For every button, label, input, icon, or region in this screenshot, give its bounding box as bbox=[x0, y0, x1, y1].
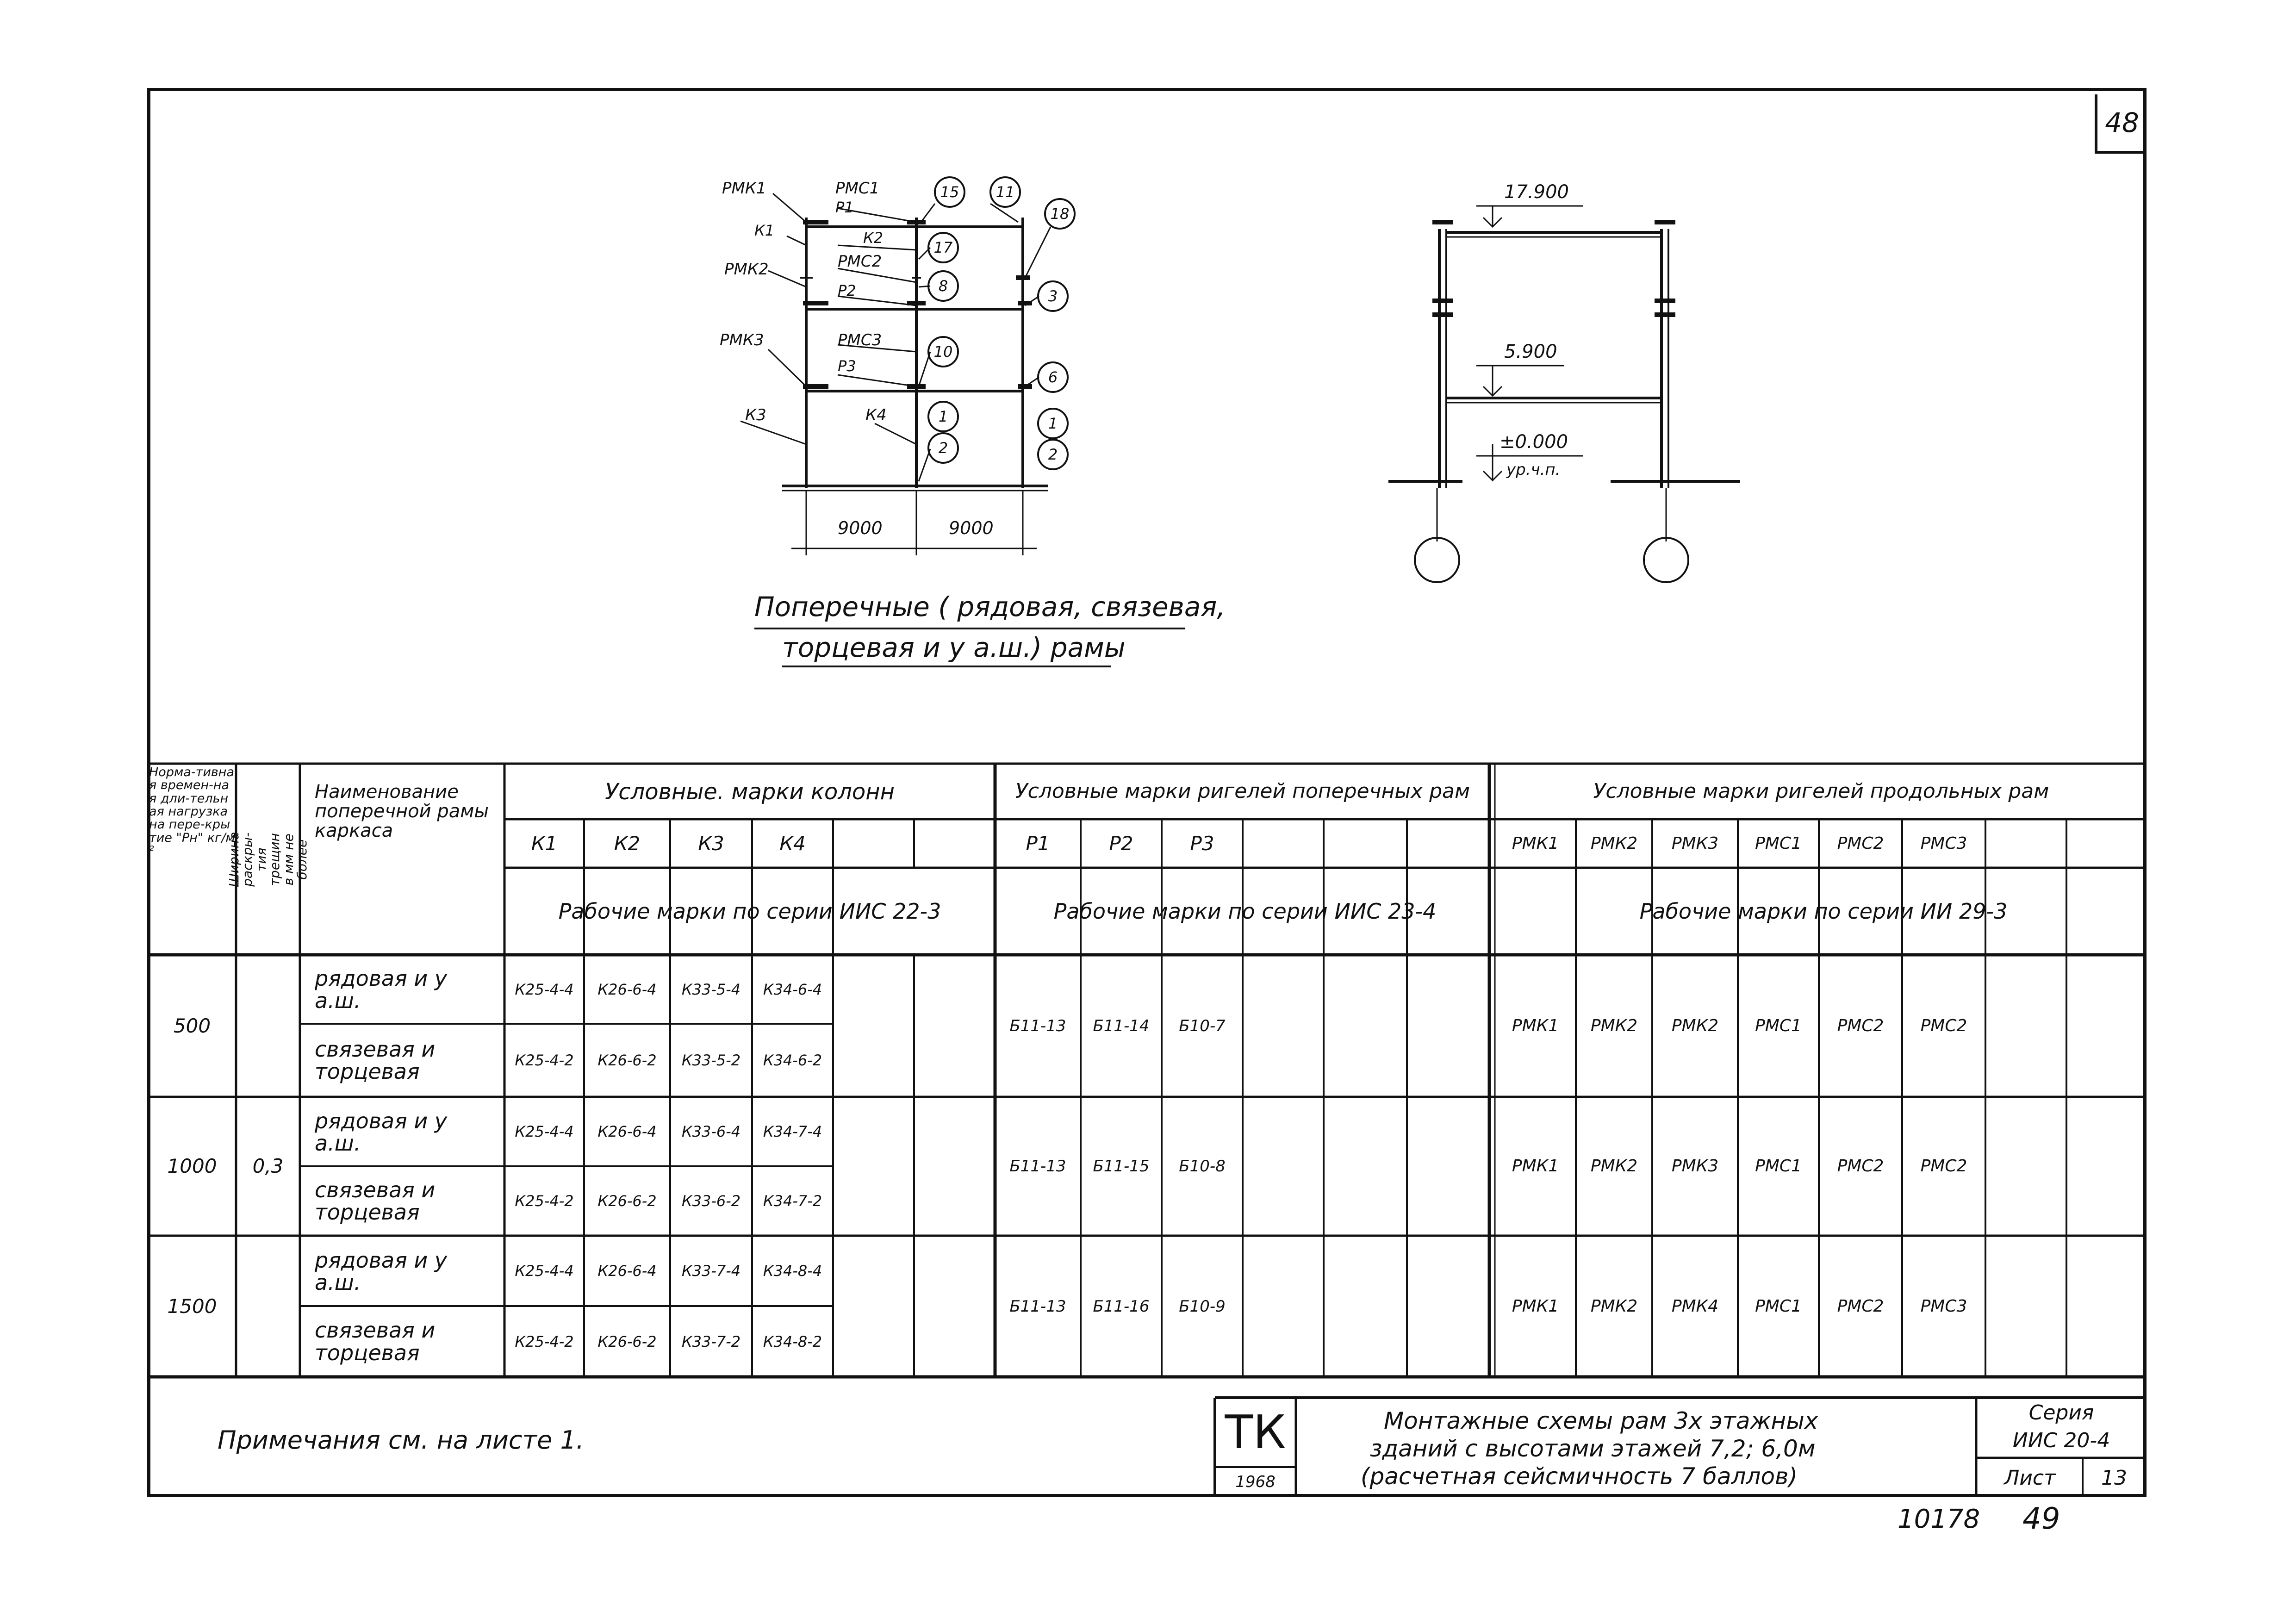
level-mid: 5.900 bbox=[1504, 341, 1557, 362]
header-col-k1: К1 bbox=[531, 832, 558, 855]
dim-span-2: 9000 bbox=[949, 518, 994, 538]
col-mark-cell: К25-4-2 bbox=[515, 1192, 574, 1210]
header-rig-p3: Р3 bbox=[1190, 832, 1214, 855]
stamp-number-right: 49 bbox=[2022, 1502, 2060, 1536]
label-p2: Р2 bbox=[838, 282, 856, 299]
label-p3: Р3 bbox=[838, 357, 856, 375]
header-long-rmk2: РМК2 bbox=[1590, 834, 1638, 853]
col-mark-cell: К34-7-2 bbox=[763, 1192, 822, 1210]
header-frame-name: Наименование поперечной рамы каркаса bbox=[315, 781, 489, 841]
frame-name-row: рядовая и у а.ш. bbox=[315, 1108, 448, 1156]
long-mark-cell: РМК2 bbox=[1590, 1296, 1638, 1316]
header-columns-group: Условные. марки колонн bbox=[604, 779, 895, 805]
header-long-rmc1: РМС1 bbox=[1755, 834, 1802, 853]
header-long-rmc3: РМС3 bbox=[1920, 834, 1967, 853]
header-long-series: Рабочие марки по серии ИИ 29-3 bbox=[1639, 899, 2008, 924]
rig-mark-cell: Б11-13 bbox=[1009, 1016, 1066, 1035]
long-mark-cell: РМК1 bbox=[1512, 1296, 1559, 1316]
rig-mark-cell: Б11-13 bbox=[1009, 1157, 1066, 1176]
rig-mark-cell: Б10-8 bbox=[1179, 1157, 1226, 1176]
header-crack bbox=[226, 766, 310, 953]
load-500: 500 bbox=[173, 1014, 211, 1037]
header-rig-group: Условные марки ригелей поперечных рам bbox=[1015, 779, 1470, 803]
series-label: Серия bbox=[2028, 1400, 2094, 1425]
frame-name-row: связевая и торцевая bbox=[315, 1177, 436, 1225]
long-mark-cell: РМК2 bbox=[1590, 1016, 1638, 1035]
col-mark-cell: К26-6-4 bbox=[597, 980, 657, 998]
header-crack-text: Ширина раскры-тия трещин в мм не более bbox=[226, 832, 310, 888]
col-mark-cell: К33-7-2 bbox=[681, 1332, 741, 1350]
level-zero: ±0.000 bbox=[1500, 431, 1568, 453]
label-rmk3: РМК3 bbox=[720, 331, 764, 349]
frame-name-row: связевая и торцевая bbox=[315, 1318, 436, 1365]
col-mark-cell: К26-6-2 bbox=[597, 1052, 657, 1069]
long-mark-cell: РМС2 bbox=[1837, 1157, 1884, 1176]
header-long-group: Условные марки ригелей продольных рам bbox=[1593, 779, 2049, 803]
label-k1: К1 bbox=[754, 222, 775, 239]
rig-mark-cell: Б11-16 bbox=[1093, 1297, 1150, 1316]
rig-mark-cell: Б11-14 bbox=[1093, 1016, 1150, 1035]
header-rig-series: Рабочие марки по серии ИИС 23-4 bbox=[1053, 899, 1437, 924]
col-mark-cell: К34-8-2 bbox=[763, 1332, 822, 1350]
long-mark-cell: РМК1 bbox=[1512, 1157, 1559, 1176]
notes-text: Примечания см. на листе 1. bbox=[218, 1425, 584, 1455]
sheet-label: Лист bbox=[2004, 1466, 2056, 1490]
col-mark-cell: К25-4-2 bbox=[515, 1052, 574, 1069]
header-rig-p2: Р2 bbox=[1109, 832, 1133, 855]
long-mark-cell: РМК3 bbox=[1671, 1157, 1719, 1176]
frame-name-row: рядовая и у а.ш. bbox=[315, 1247, 448, 1295]
caption-line-1: Поперечные ( рядовая, связевая, bbox=[754, 591, 1226, 622]
long-mark-cell: РМС2 bbox=[1920, 1157, 1967, 1176]
label-k4: К4 bbox=[865, 406, 887, 424]
crack-width-value: 0,3 bbox=[252, 1155, 284, 1177]
long-mark-cell: РМК4 bbox=[1671, 1296, 1719, 1316]
header-long-rmk3: РМК3 bbox=[1671, 834, 1719, 853]
circle-11: 11 bbox=[996, 183, 1015, 201]
col-mark-cell: К26-6-4 bbox=[597, 1262, 657, 1280]
col-mark-cell: К25-4-4 bbox=[515, 980, 574, 998]
long-mark-cell: РМС2 bbox=[1837, 1296, 1884, 1316]
dim-span-1: 9000 bbox=[838, 518, 883, 538]
col-mark-cell: К26-6-2 bbox=[597, 1332, 657, 1350]
rig-mark-cell: Б11-13 bbox=[1009, 1297, 1066, 1316]
long-mark-cell: РМС1 bbox=[1755, 1016, 1802, 1035]
sheet-value: 13 bbox=[2101, 1466, 2127, 1490]
label-rmk2: РМК2 bbox=[724, 260, 769, 279]
circle-6: 6 bbox=[1048, 368, 1058, 386]
year-label: 1968 bbox=[1235, 1473, 1276, 1491]
header-col-series: Рабочие марки по серии ИИС 22-3 bbox=[558, 899, 941, 924]
caption-line-2: торцевая и у а.ш.) рамы bbox=[782, 632, 1126, 663]
level-zero-note: ур.ч.п. bbox=[1506, 460, 1561, 479]
circle-3: 3 bbox=[1048, 287, 1058, 305]
frame-name-row: связевая и торцевая bbox=[315, 1036, 436, 1084]
col-mark-cell: К33-6-4 bbox=[681, 1123, 741, 1140]
col-mark-cell: К34-6-2 bbox=[763, 1052, 822, 1069]
frame-name-row: рядовая и у а.ш. bbox=[315, 965, 448, 1013]
rig-mark-cell: Б10-7 bbox=[1179, 1016, 1226, 1035]
long-mark-cell: РМС2 bbox=[1920, 1016, 1967, 1035]
header-col-k2: К2 bbox=[614, 832, 641, 855]
long-mark-cell: РМК2 bbox=[1671, 1016, 1719, 1035]
label-k2: К2 bbox=[863, 229, 884, 247]
header-long-rmc2: РМС2 bbox=[1837, 834, 1884, 853]
stamp-number-left: 10178 bbox=[1898, 1504, 1980, 1534]
label-rmc2: РМС2 bbox=[838, 252, 882, 271]
load-1500: 1500 bbox=[167, 1294, 217, 1318]
label-k3: К3 bbox=[745, 406, 766, 424]
col-mark-cell: К34-7-4 bbox=[763, 1123, 822, 1140]
header-long-rmk1: РМК1 bbox=[1512, 834, 1559, 853]
circle-17: 17 bbox=[933, 239, 953, 256]
col-mark-cell: К26-6-4 bbox=[597, 1123, 657, 1140]
corner-sheet-number: 48 bbox=[2095, 94, 2147, 154]
col-mark-cell: К34-6-4 bbox=[763, 980, 822, 998]
load-1000: 1000 bbox=[167, 1155, 217, 1177]
circle-2a: 2 bbox=[938, 439, 948, 457]
header-col-k4: К4 bbox=[779, 832, 806, 855]
circle-1a: 1 bbox=[938, 408, 948, 425]
title-line-3: (расчетная сейсмичность 7 баллов) bbox=[1361, 1463, 1798, 1490]
rig-mark-cell: Б11-15 bbox=[1093, 1157, 1150, 1176]
circle-8: 8 bbox=[938, 277, 948, 295]
col-mark-cell: К33-7-4 bbox=[681, 1262, 741, 1280]
long-mark-cell: РМС1 bbox=[1755, 1157, 1802, 1176]
header-rig-p1: Р1 bbox=[1026, 832, 1050, 855]
tk-logo: ТК bbox=[1225, 1405, 1286, 1459]
col-mark-cell: К25-4-2 bbox=[515, 1332, 574, 1350]
label-p1: Р1 bbox=[835, 199, 854, 216]
col-mark-cell: К25-4-4 bbox=[515, 1262, 574, 1280]
label-rmk1: РМК1 bbox=[722, 179, 766, 198]
long-mark-cell: РМК2 bbox=[1590, 1157, 1638, 1176]
col-mark-cell: К34-8-4 bbox=[763, 1262, 822, 1280]
rig-mark-cell: Б10-9 bbox=[1179, 1297, 1226, 1316]
circle-2b: 2 bbox=[1048, 446, 1058, 463]
label-rmc1: РМС1 bbox=[835, 179, 880, 198]
series-value: ИИС 20-4 bbox=[2012, 1428, 2110, 1452]
title-line-1: Монтажные схемы рам 3х этажных bbox=[1384, 1407, 1818, 1434]
level-top: 17.900 bbox=[1504, 181, 1569, 203]
col-mark-cell: К33-6-2 bbox=[681, 1192, 741, 1210]
long-mark-cell: РМК1 bbox=[1512, 1016, 1559, 1035]
circle-18: 18 bbox=[1050, 205, 1070, 223]
circle-1b: 1 bbox=[1048, 415, 1058, 432]
col-mark-cell: К26-6-2 bbox=[597, 1192, 657, 1210]
long-mark-cell: РМС2 bbox=[1837, 1016, 1884, 1035]
title-line-2: зданий с высотами этажей 7,2; 6,0м bbox=[1370, 1435, 1816, 1462]
long-mark-cell: РМС3 bbox=[1920, 1296, 1967, 1316]
col-mark-cell: К33-5-4 bbox=[681, 980, 741, 998]
col-mark-cell: К25-4-4 bbox=[515, 1123, 574, 1140]
header-col-k3: К3 bbox=[698, 832, 724, 855]
circle-15: 15 bbox=[940, 183, 959, 201]
circle-10: 10 bbox=[933, 343, 953, 361]
col-mark-cell: К33-5-2 bbox=[681, 1052, 741, 1069]
long-mark-cell: РМС1 bbox=[1755, 1296, 1802, 1316]
header-load: Норма-тивная времен-ная дли-тельная нагрузка на пере-крытие "Pн" кг/м² bbox=[149, 765, 235, 859]
label-rmc3: РМС3 bbox=[838, 331, 882, 349]
